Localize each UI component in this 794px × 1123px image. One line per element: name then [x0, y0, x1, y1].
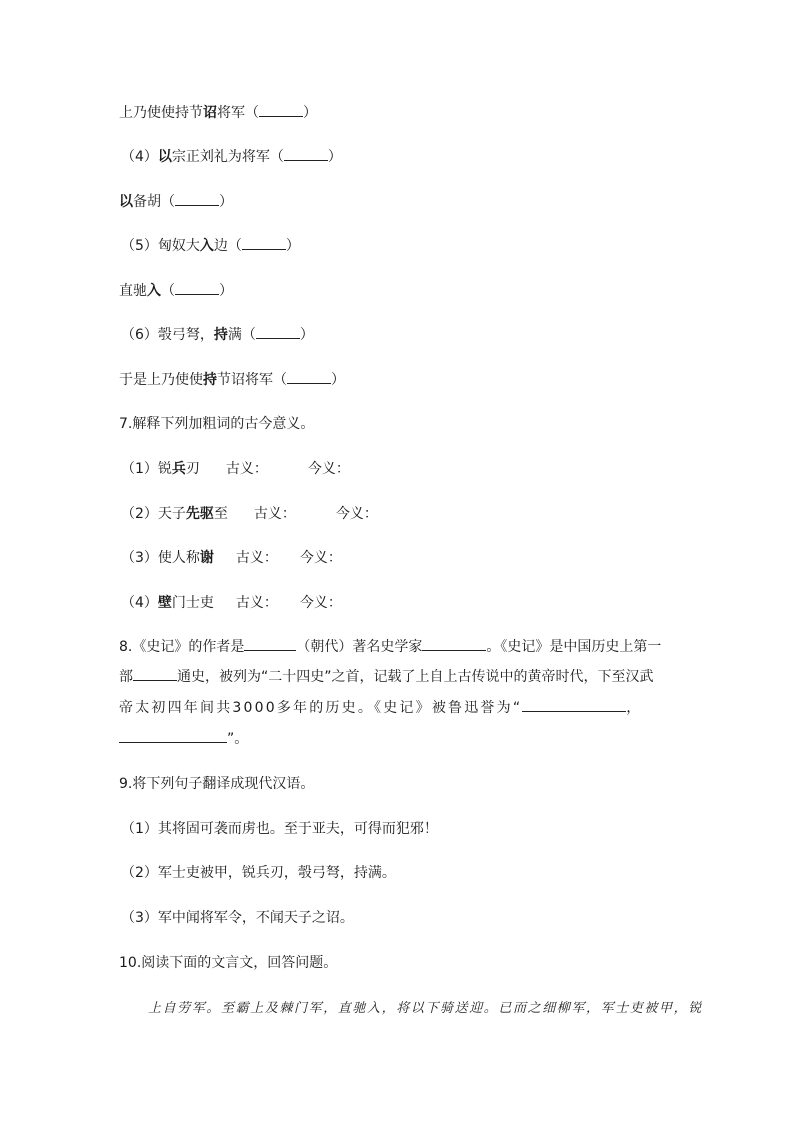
answer-blank-praise-1[interactable]: [522, 698, 626, 712]
answer-blank[interactable]: [284, 147, 328, 161]
q9-item-3: （3）军中闻将军令，不闻天子之诏。: [121, 910, 354, 926]
classical-passage: 上自劳军。至霸上及棘门军，直驰入，将以下骑送迎。已而之细柳军，军士吏被甲，锐: [148, 1001, 703, 1016]
line-4: （5）匈奴大入边（ ）: [121, 238, 300, 254]
q9-item-2: （2）军士吏被甲，锐兵刃，彀弓弩，持满。: [121, 865, 396, 881]
answer-blank[interactable]: [259, 103, 303, 117]
q7-item-4: （4）壁门士吏 古义： 今义：: [121, 595, 342, 611]
answer-blank-praise-2[interactable]: [119, 729, 227, 743]
q8-line-3: 帝太初四年间共3000多年的历史。《史记》被鲁迅誉为“ ，: [119, 700, 643, 716]
line-1: 上乃使使持节诏将军（ ）: [119, 105, 317, 121]
q7-title: 7.解释下列加粗词的古今意义。: [119, 416, 315, 432]
answer-blank[interactable]: [242, 236, 286, 250]
answer-blank[interactable]: [287, 370, 331, 384]
line-2: （4）以宗正刘礼为将军（ ）: [121, 149, 342, 165]
answer-blank-historian[interactable]: [422, 637, 486, 651]
q8-line-4: ”。: [119, 729, 248, 749]
answer-blank[interactable]: [175, 281, 219, 295]
q9-item-1: （1）其将固可袭而虏也。至于亚夫，可得而犯邪！: [121, 821, 438, 837]
answer-blank-author[interactable]: [244, 637, 296, 651]
line-5: 直驰入（ ）: [119, 283, 233, 299]
line-6: （6）彀弓弩，持满（ ）: [121, 327, 314, 343]
q7-item-3: （3）使人称谢 古义： 今义：: [121, 550, 342, 566]
line-7: 于是上乃使使持节诏将军（ ）: [119, 372, 345, 388]
q10-title: 10.阅读下面的文言文，回答问题。: [119, 955, 338, 971]
line-3: 以备胡（ ）: [119, 194, 233, 210]
answer-blank[interactable]: [175, 192, 219, 206]
q8-line-2: 部 通史，被列为“二十四史”之首，记载了上自上古传说中的黄帝时代，下至汉武: [119, 669, 654, 685]
answer-blank-type[interactable]: [133, 667, 177, 681]
q7-item-2: （2）天子先驱至 古义： 今义：: [121, 506, 378, 522]
q9-title: 9.将下列句子翻译成现代汉语。: [119, 776, 315, 792]
q7-item-1: （1）锐兵刃 古义： 今义：: [121, 461, 350, 477]
q8-line-1: 8.《史记》的作者是 （朝代）著名史学家 。《史记》是中国历史上第一: [119, 639, 662, 655]
answer-blank[interactable]: [256, 325, 300, 339]
